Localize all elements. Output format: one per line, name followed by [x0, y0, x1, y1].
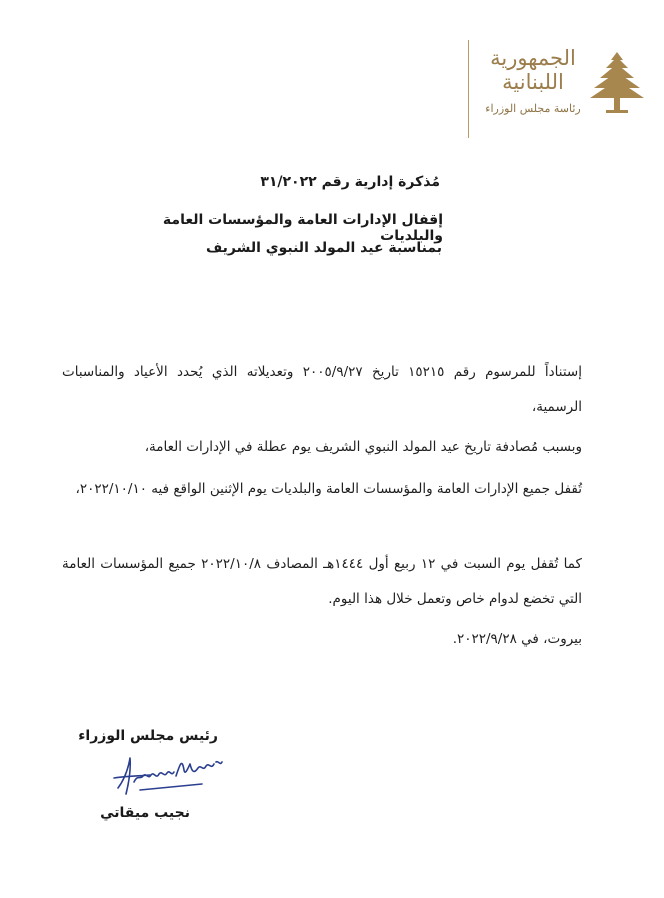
signatory-title: رئيس مجلس الوزراء — [78, 728, 218, 744]
paragraph-closure-monday: تُقفل جميع الإدارات العامة والمؤسسات العامة والبلديات يوم الإثنين الواقع فيه ٢٠٢٢/١٠/١٠، — [75, 481, 582, 497]
letterhead — [468, 40, 658, 140]
place-and-date: بيروت، في ٢٠٢٢/٩/٢٨. — [452, 631, 582, 647]
office-name: رئاسة مجلس الوزراء — [485, 102, 581, 115]
logotype-line-1: الجمهورية — [490, 46, 576, 70]
handwritten-signature — [110, 750, 230, 800]
memo-occasion: بمناسبة عيد المولد النبوي الشريف — [205, 240, 442, 256]
paragraph-legal-basis: إستناداً للمرسوم رقم ١٥٢١٥ تاريخ ٢٠٠٥/٩/٢٧ وتعديلاته الذي يُحدد الأعياد والمناسبات الرسمية، — [62, 364, 582, 415]
letterhead-divider — [468, 40, 469, 138]
memo-subject: إقفال الإدارات العامة والمؤسسات العامة والبلديات — [162, 212, 443, 244]
logotype-line-2: اللبنانية — [502, 70, 564, 94]
cedar-icon — [588, 50, 646, 120]
signatory-name: نجيب ميقاتي — [100, 805, 190, 821]
republic-logotype — [478, 46, 588, 116]
memo-number: مُذكرة إدارية رقم ٣١/٢٠٢٢ — [260, 174, 440, 190]
paragraph-closure-saturday: كما تُقفل يوم السبت في ١٢ ربيع أول ١٤٤٤هـ المصادف ٢٠٢٢/١٠/٨ جميع المؤسسات العامة التي تخضع لدوام خاص وتعمل خلال هذا اليوم. — [62, 556, 582, 607]
paragraph-reason: وبسبب مُصادفة تاريخ عيد المولد النبوي الشريف يوم عطلة في الإدارات العامة، — [144, 439, 582, 455]
